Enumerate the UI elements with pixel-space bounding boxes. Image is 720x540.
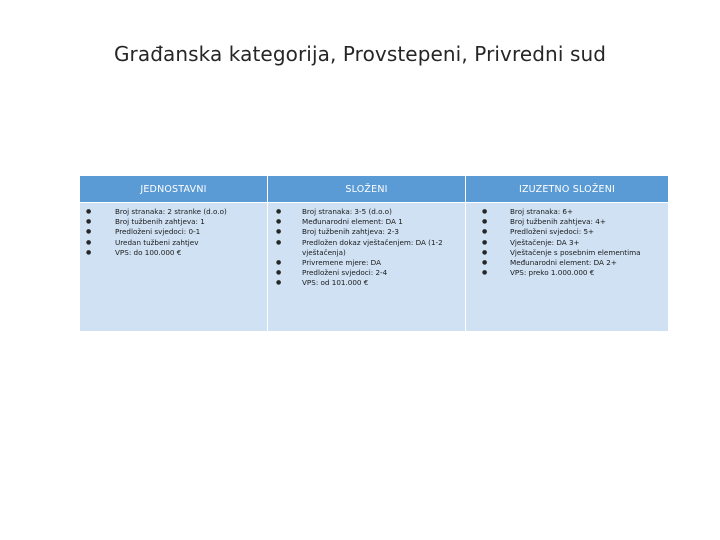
bullet-dot-icon: ●: [86, 238, 92, 246]
list-item-text: VPS: od 101.000 €: [302, 278, 369, 288]
bullet-dot-icon: ●: [276, 279, 282, 287]
list-item: [466, 238, 668, 248]
list-item: [466, 268, 668, 278]
list-item-text: VPS: do 100.000 €: [115, 247, 182, 257]
column-body-very-complex: [466, 203, 668, 331]
list-item: [80, 227, 267, 237]
list-item: [268, 238, 465, 258]
list-item: [268, 217, 465, 227]
list-item-text: Broj tužbenih zahtjeva: 4+: [510, 217, 606, 227]
criteria-list-complex: [268, 207, 465, 289]
column-body-simple: [80, 203, 267, 331]
list-item: [466, 227, 668, 237]
list-item-text: Broj stranaka: 3-5 (d.o.o): [302, 207, 392, 216]
list-item-text: Vještačenje: DA 3+: [510, 237, 580, 247]
bullet-dot-icon: ●: [276, 238, 282, 246]
list-item: [466, 217, 668, 227]
bullet-dot-icon: ●: [482, 259, 488, 267]
list-item-text: Međunarodni element: DA 2+: [510, 258, 617, 268]
list-item-text: Broj tužbenih zahtjeva: 2-3: [302, 227, 400, 237]
bullet-dot-icon: ●: [276, 259, 282, 267]
list-item-text: Broj stranaka: 2 stranke (d.o.o): [115, 207, 227, 216]
list-item-text: Privremene mjere: DA: [302, 258, 381, 268]
list-item: [80, 217, 267, 227]
list-item-text: Vještačenje s posebnim elementima: [510, 247, 641, 257]
list-item-text: Predložen dokaz vještačenjem: DA (1-2: [302, 237, 443, 247]
list-item-text: Broj tužbenih zahtjeva: 1: [115, 217, 205, 227]
bullet-dot-icon: ●: [276, 208, 282, 215]
list-item: [466, 258, 668, 268]
list-item: [268, 258, 465, 268]
list-item: [80, 238, 267, 248]
bullet-dot-icon: ●: [482, 208, 488, 215]
list-item: [466, 248, 668, 258]
column-header-very-complex: IZUZETNO SLOŽENI: [466, 176, 668, 202]
bullet-dot-icon: ●: [276, 269, 282, 277]
bullet-dot-icon: ●: [482, 238, 488, 246]
criteria-list-very-complex: [466, 207, 668, 278]
bullet-dot-icon: ●: [86, 218, 92, 226]
bullet-dot-icon: ●: [482, 248, 488, 256]
list-item: [80, 248, 267, 258]
list-item: [268, 207, 465, 217]
bullet-dot-icon: ●: [482, 218, 488, 226]
bullet-dot-icon: ●: [86, 208, 92, 215]
list-item-continuation: vještačenja): [302, 247, 346, 257]
slide-title: Građanska kategorija, Provstepeni, Privredni sud: [113, 42, 607, 66]
list-item: [268, 278, 465, 288]
column-body-complex: [268, 203, 465, 331]
list-item-text: Broj stranaka: 6+: [510, 207, 574, 216]
list-item: [268, 268, 465, 278]
bullet-dot-icon: ●: [482, 269, 488, 277]
list-item: [466, 207, 668, 217]
bullet-dot-icon: ●: [86, 228, 92, 236]
list-item-text: Predloženi svjedoci: 5+: [510, 227, 595, 237]
column-very-complex: [466, 176, 668, 331]
bullet-dot-icon: ●: [86, 248, 92, 256]
column-complex: [268, 176, 465, 331]
complexity-table: [80, 176, 668, 331]
list-item-text: VPS: preko 1.000.000 €: [510, 268, 595, 278]
criteria-list-simple: [80, 207, 267, 258]
column-header-simple: JEDNOSTAVNI: [80, 176, 267, 202]
bullet-dot-icon: ●: [276, 218, 282, 226]
list-item-text: Međunarodni element: DA 1: [302, 217, 403, 227]
list-item-text: Predloženi svjedoci: 2-4: [302, 268, 388, 278]
list-item: [80, 207, 267, 217]
bullet-dot-icon: ●: [276, 228, 282, 236]
bullet-dot-icon: ●: [482, 228, 488, 236]
column-simple: [80, 176, 267, 331]
list-item-text: Uredan tužbeni zahtjev: [115, 237, 199, 247]
list-item: [268, 227, 465, 237]
list-item-text: Predloženi svjedoci: 0-1: [115, 227, 201, 237]
column-header-complex: SLOŽENI: [268, 176, 465, 202]
